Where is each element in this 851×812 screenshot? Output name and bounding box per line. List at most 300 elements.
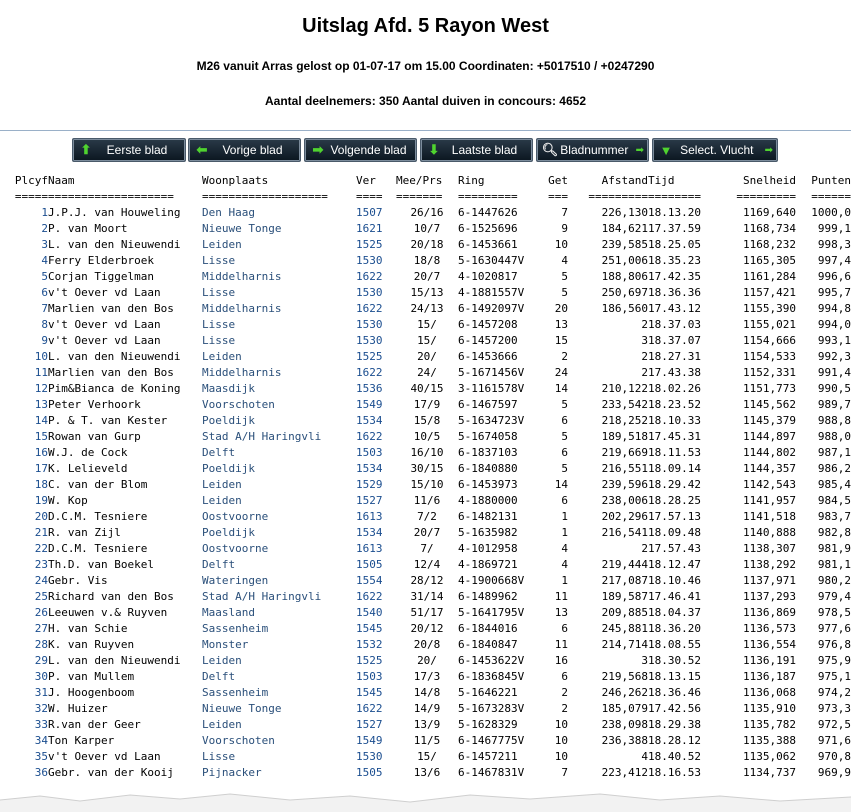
cell-club: 1549	[356, 733, 383, 747]
cell-distance: 216,541	[601, 525, 648, 539]
cell-speed: 1137,293	[743, 589, 796, 603]
cell-entered-prize: 51/17	[410, 605, 444, 619]
cell-entered-prize: 13/9	[413, 717, 441, 731]
cell-ring: 4-1869721	[458, 557, 518, 571]
cell-speed: 1144,897	[743, 429, 796, 443]
cell-speed: 1161,284	[743, 269, 796, 283]
cell-ring: 6-1457208	[458, 317, 518, 331]
table-row	[0, 540, 851, 556]
cell-place: 17	[34, 461, 48, 475]
cell-name: L. van den Nieuwendi	[48, 349, 181, 363]
cell-speed: 1138,292	[743, 557, 796, 571]
cell-marked: 20	[554, 301, 568, 315]
cell-club: 1545	[356, 621, 383, 635]
cell-points: 980,2	[817, 573, 851, 587]
cell-marked: 14	[554, 477, 568, 491]
last-page-label: Laatste blad	[451, 143, 518, 157]
cell-residence: Maasland	[202, 605, 255, 619]
cell-points: 999,1	[817, 221, 851, 235]
cell-speed: 1136,554	[743, 637, 796, 651]
cell-points: 991,4	[817, 365, 851, 379]
cell-residence: Lisse	[202, 333, 236, 347]
cell-place: 18	[34, 477, 48, 491]
cell-speed: 1145,562	[743, 397, 796, 411]
next-page-button[interactable]	[304, 138, 417, 162]
cell-marked: 5	[561, 429, 568, 443]
cell-time: 18.30.52	[648, 653, 701, 667]
cell-club: 1505	[356, 557, 383, 571]
column-underline: =========	[458, 189, 518, 203]
cell-distance: 219,444	[601, 557, 648, 571]
cell-time: 18.28.25	[648, 493, 701, 507]
cell-name: Corjan Tiggelman	[48, 269, 154, 283]
cell-time: 18.28.12	[648, 733, 701, 747]
cell-place: 14	[34, 413, 48, 427]
cell-marked: 11	[554, 589, 568, 603]
cell-distance: 2	[641, 317, 648, 331]
cell-distance: 233,542	[601, 397, 648, 411]
cell-place: 19	[34, 493, 48, 507]
table-row	[0, 332, 851, 348]
cell-marked: 16	[554, 653, 568, 667]
cell-speed: 1145,379	[743, 413, 796, 427]
cell-name: Ton Karper	[48, 733, 115, 747]
cell-club: 1525	[356, 349, 383, 363]
column-underline: ===================	[48, 189, 174, 203]
cell-club: 1530	[356, 285, 383, 299]
table-row	[0, 412, 851, 428]
cell-distance: 246,262	[601, 685, 648, 699]
column-underline: ========	[648, 189, 701, 203]
cell-time: 17.57.13	[648, 509, 701, 523]
cell-marked: 1	[561, 525, 568, 539]
cell-place: 29	[34, 653, 48, 667]
cell-time: 17.42.56	[648, 701, 701, 715]
cell-speed: 1136,187	[743, 669, 796, 683]
participants-info: Aantal deelnemers: 350 Aantal duiven in concours: 4652	[265, 94, 586, 108]
cell-club: 1622	[356, 365, 383, 379]
cell-points: 998,3	[817, 237, 851, 251]
page-number-label: Bladnummer	[560, 143, 629, 157]
select-flight-label: Select. Vlucht	[680, 143, 754, 157]
column-header-ring: Ring	[458, 173, 485, 187]
table-row	[0, 476, 851, 492]
cell-marked: 5	[561, 285, 568, 299]
cell-time: 18.16.53	[648, 765, 701, 779]
table-row	[0, 252, 851, 268]
cell-time: 18.08.55	[648, 637, 701, 651]
table-row	[0, 588, 851, 604]
cell-speed: 1136,191	[743, 653, 796, 667]
cell-residence: Stad A/H Haringvli	[202, 429, 322, 443]
cell-name: Gebr. van der Kooij	[48, 765, 174, 779]
cell-entered-prize: 11/5	[413, 733, 441, 747]
cell-distance: 186,560	[601, 301, 648, 315]
cell-distance: 236,388	[601, 733, 648, 747]
cell-ring: 6-1457211	[458, 749, 518, 763]
cell-time: 18.09.48	[648, 525, 701, 539]
cell-name: Richard van den Bos	[48, 589, 174, 603]
cell-place: 1	[41, 205, 48, 219]
cell-residence: Leiden	[202, 237, 242, 251]
table-row	[0, 684, 851, 700]
race-info: M26 vanuit Arras gelost op 01-07-17 om 15.00 Coordinaten: +5017510 / +0247290	[196, 59, 655, 73]
cell-entered-prize: 20/7	[413, 525, 441, 539]
cell-marked: 4	[561, 557, 568, 571]
cell-ring: 6-1482131	[458, 509, 518, 523]
cell-place: 28	[34, 637, 48, 651]
cell-ring: 6-1489962	[458, 589, 518, 603]
cell-time: 18.25.05	[648, 237, 701, 251]
cell-points: 1000,0	[811, 205, 851, 219]
cell-distance: 2	[641, 365, 648, 379]
cell-speed: 1136,869	[743, 605, 796, 619]
cell-residence: Poeldijk	[202, 461, 255, 475]
cell-ring: 5-1674058	[458, 429, 518, 443]
cell-time: 17.43.12	[648, 301, 701, 315]
cell-name: Marlien van den Bos	[48, 365, 174, 379]
cell-place: 7	[41, 301, 48, 315]
cell-name: Th.D. van Boekel	[48, 557, 154, 571]
cell-points: 992,3	[817, 349, 851, 363]
cell-distance: 217,087	[601, 573, 648, 587]
cell-distance: 219,669	[601, 445, 648, 459]
cell-marked: 5	[561, 461, 568, 475]
cell-distance: 238,006	[601, 493, 648, 507]
cell-ring: 4-1880000	[458, 493, 518, 507]
cell-distance: 251,006	[601, 253, 648, 267]
cell-club: 1507	[356, 205, 383, 219]
cell-speed: 1168,232	[743, 237, 796, 251]
cell-club: 1540	[356, 605, 383, 619]
cell-ring: 6-1447626	[458, 205, 518, 219]
cell-points: 986,2	[817, 461, 851, 475]
cell-entered-prize: 30/15	[410, 461, 444, 475]
cell-name: J.P.J. van Houweling	[48, 205, 181, 219]
last-page-button[interactable]	[420, 138, 533, 162]
cell-club: 1505	[356, 765, 383, 779]
cell-name: C. van der Blom	[48, 477, 148, 491]
select-flight-button[interactable]	[652, 138, 778, 162]
page-number-button[interactable]	[536, 138, 649, 162]
cell-distance: 238,098	[601, 717, 648, 731]
cell-entered-prize: 15/	[417, 317, 437, 331]
cell-speed: 1135,782	[743, 717, 796, 731]
cell-points: 971,6	[817, 733, 851, 747]
cell-points: 978,5	[817, 605, 851, 619]
cell-distance: 239,596	[601, 477, 648, 491]
cell-marked: 6	[561, 669, 568, 683]
column-header-place: Plcyf	[14, 173, 48, 187]
cell-points: 988,0	[817, 429, 851, 443]
cell-speed: 1144,802	[743, 445, 796, 459]
cell-distance: 250,697	[601, 285, 648, 299]
cell-club: 1534	[356, 413, 383, 427]
cell-name: W.J. de Cock	[48, 445, 128, 459]
cell-points: 970,8	[817, 749, 851, 763]
cell-club: 1534	[356, 525, 383, 539]
cell-time: 18.36.36	[648, 285, 701, 299]
cell-club: 1622	[356, 269, 383, 283]
table-row	[0, 732, 851, 748]
cell-club: 1549	[356, 397, 383, 411]
chevron-right-icon: ➡	[635, 144, 644, 156]
cell-entered-prize: 11/6	[413, 493, 441, 507]
cell-distance: 189,587	[601, 589, 648, 603]
cell-ring: 6-1467775V	[458, 733, 525, 747]
cell-ring: 6-1844016	[458, 621, 518, 635]
cell-ring: 6-1453622V	[458, 653, 525, 667]
cell-entered-prize: 20/12	[410, 621, 444, 635]
table-row	[0, 364, 851, 380]
cell-ring: 6-1453661	[458, 237, 518, 251]
cell-residence: Pijnacker	[202, 765, 262, 779]
cell-points: 984,5	[817, 493, 851, 507]
cell-club: 1622	[356, 701, 383, 715]
cell-marked: 6	[561, 445, 568, 459]
cell-club: 1525	[356, 237, 383, 251]
cell-points: 993,1	[817, 333, 851, 347]
cell-points: 974,2	[817, 685, 851, 699]
table-row	[0, 556, 851, 572]
table-row	[0, 284, 851, 300]
cell-time: 18.23.52	[648, 397, 701, 411]
cell-points: 987,1	[817, 445, 851, 459]
cell-name: P. van Mullem	[48, 669, 135, 683]
cell-residence: Oostvoorne	[202, 509, 269, 523]
cell-residence: Sassenheim	[202, 621, 269, 635]
cell-speed: 1135,388	[743, 733, 796, 747]
cell-marked: 7	[561, 765, 568, 779]
cell-residence: Delft	[202, 669, 236, 683]
cell-name: K. Lelieveld	[48, 461, 128, 475]
table-row	[0, 636, 851, 652]
cell-distance: 210,122	[601, 381, 648, 395]
cell-residence: Leiden	[202, 493, 242, 507]
cell-ring: 5-1671456V	[458, 365, 525, 379]
cell-entered-prize: 10/7	[413, 221, 441, 235]
header-row	[0, 172, 851, 188]
cell-place: 21	[34, 525, 48, 539]
cell-ring: 6-1836845V	[458, 669, 525, 683]
cell-place: 36	[34, 765, 48, 779]
cell-name: Marlien van den Bos	[48, 301, 174, 315]
table-row	[0, 716, 851, 732]
cell-residence: Wateringen	[202, 573, 269, 587]
column-underline: =========	[588, 189, 648, 203]
cell-marked: 7	[561, 205, 568, 219]
cell-time: 18.04.37	[648, 605, 701, 619]
cell-time: 18.40.52	[648, 749, 701, 763]
cell-marked: 15	[554, 333, 568, 347]
cell-place: 35	[34, 749, 48, 763]
column-underline: ======	[811, 189, 851, 203]
cell-marked: 10	[554, 237, 568, 251]
table-row	[0, 300, 851, 316]
page-title: Uitslag Afd. 5 Rayon West	[302, 15, 549, 37]
cell-residence: Stad A/H Haringvli	[202, 589, 322, 603]
cell-club: 1613	[356, 541, 383, 555]
cell-place: 4	[41, 253, 48, 267]
cell-marked: 6	[561, 493, 568, 507]
arrow-down-icon: ⬇	[428, 142, 440, 157]
cell-distance: 218,252	[601, 413, 648, 427]
first-page-button[interactable]	[72, 138, 186, 162]
cell-entered-prize: 13/6	[413, 765, 441, 779]
cell-name: J. Hoogenboom	[48, 685, 135, 699]
cell-ring: 4-1020817	[458, 269, 518, 283]
column-underline: =========	[736, 189, 796, 203]
cell-time: 18.12.47	[648, 557, 701, 571]
cell-residence: Monster	[202, 637, 249, 651]
cell-residence: Den Haag	[202, 205, 255, 219]
column-header-speed: Snelheid	[743, 173, 796, 187]
table-row	[0, 460, 851, 476]
cell-name: W. Kop	[48, 493, 88, 507]
cell-points: 994,0	[817, 317, 851, 331]
table-row	[0, 620, 851, 636]
cell-place: 27	[34, 621, 48, 635]
cell-place: 3	[41, 237, 48, 251]
cell-points: 982,8	[817, 525, 851, 539]
column-header-points: Punten	[811, 173, 851, 187]
cell-entered-prize: 26/16	[410, 205, 444, 219]
cell-speed: 1152,331	[743, 365, 796, 379]
cell-club: 1527	[356, 493, 383, 507]
cell-place: 5	[41, 269, 48, 283]
cell-points: 994,8	[817, 301, 851, 315]
cell-marked: 1	[561, 509, 568, 523]
first-page-label: Eerste blad	[106, 143, 168, 157]
cell-place: 9	[41, 333, 48, 347]
cell-club: 1554	[356, 573, 383, 587]
table-row	[0, 668, 851, 684]
cell-time: 18.29.38	[648, 717, 701, 731]
column-underline: ===================	[202, 189, 328, 203]
cell-place: 11	[34, 365, 48, 379]
cell-residence: Delft	[202, 557, 236, 571]
cell-time: 17.37.59	[648, 221, 701, 235]
cell-name: Leeuwen v.& Ruyven	[48, 605, 168, 619]
cell-place: 24	[34, 573, 48, 587]
cell-time: 18.13.20	[648, 205, 701, 219]
cell-place: 15	[34, 429, 48, 443]
table-row	[0, 428, 851, 444]
cell-distance: 202,296	[601, 509, 648, 523]
cell-distance: 239,585	[601, 237, 648, 251]
cell-points: 996,6	[817, 269, 851, 283]
cell-time: 18.10.33	[648, 413, 701, 427]
cell-points: 975,9	[817, 653, 851, 667]
cell-points: 973,3	[817, 701, 851, 715]
cell-points: 979,4	[817, 589, 851, 603]
cell-points: 976,8	[817, 637, 851, 651]
cell-entered-prize: 7/2	[417, 509, 437, 523]
cell-place: 6	[41, 285, 48, 299]
cell-entered-prize: 20/	[417, 349, 437, 363]
cell-time: 17.46.41	[648, 589, 701, 603]
cell-club: 1530	[356, 253, 383, 267]
column-underline: ===	[548, 189, 568, 203]
cell-speed: 1140,888	[743, 525, 796, 539]
table-row	[0, 220, 851, 236]
column-header-entered-prize: Mee/Prs	[396, 173, 443, 187]
cell-distance: 2	[641, 541, 648, 555]
cell-name: v't Oever vd Laan	[48, 317, 161, 331]
cell-speed: 1151,773	[743, 381, 796, 395]
header-underline-row	[0, 188, 851, 204]
cell-residence: Middelharnis	[202, 365, 282, 379]
cell-marked: 10	[554, 749, 568, 763]
cell-ring: 6-1525696	[458, 221, 518, 235]
cell-entered-prize: 7/	[420, 541, 434, 555]
cell-name: Pim&Bianca de Koning	[48, 381, 181, 395]
cell-distance: 3	[641, 333, 648, 347]
table-row	[0, 204, 851, 220]
cell-speed: 1138,307	[743, 541, 796, 555]
cell-residence: Voorschoten	[202, 397, 275, 411]
cell-marked: 13	[554, 605, 568, 619]
cell-name: H. van Schie	[48, 621, 128, 635]
navigation-bar	[0, 138, 851, 164]
cell-speed: 1169,640	[743, 205, 796, 219]
cell-residence: Sassenheim	[202, 685, 269, 699]
cell-entered-prize: 12/4	[413, 557, 441, 571]
cell-club: 1622	[356, 429, 383, 443]
cell-entered-prize: 15/10	[410, 477, 444, 491]
cell-time: 17.45.31	[648, 429, 701, 443]
cell-entered-prize: 17/9	[413, 397, 441, 411]
cell-distance: 245,881	[601, 621, 648, 635]
cell-marked: 6	[561, 413, 568, 427]
cell-time: 18.13.15	[648, 669, 701, 683]
cell-ring: 5-1641795V	[458, 605, 525, 619]
cell-points: 995,7	[817, 285, 851, 299]
cell-marked: 11	[554, 637, 568, 651]
cell-residence: Lisse	[202, 317, 236, 331]
previous-page-label: Vorige blad	[222, 143, 283, 157]
cell-residence: Lisse	[202, 285, 236, 299]
cell-ring: 4-1881557V	[458, 285, 525, 299]
cell-residence: Poeldijk	[202, 413, 255, 427]
cell-place: 10	[34, 349, 48, 363]
cell-place: 16	[34, 445, 48, 459]
table-row	[0, 316, 851, 332]
cell-speed: 1165,305	[743, 253, 796, 267]
cell-ring: 5-1628329	[458, 717, 518, 731]
cell-points: 989,7	[817, 397, 851, 411]
cell-residence: Leiden	[202, 653, 242, 667]
cell-points: 981,9	[817, 541, 851, 555]
cell-ring: 6-1837103	[458, 445, 518, 459]
cell-points: 985,4	[817, 477, 851, 491]
cell-time: 18.29.42	[648, 477, 701, 491]
cell-ring: 6-1840880	[458, 461, 518, 475]
arrow-up-icon: ⬆	[80, 142, 92, 157]
cell-time: 18.37.03	[648, 317, 701, 331]
cell-points: 990,5	[817, 381, 851, 395]
previous-page-button[interactable]	[188, 138, 301, 162]
cell-club: 1534	[356, 461, 383, 475]
cell-distance: 188,806	[601, 269, 648, 283]
table-row	[0, 508, 851, 524]
cell-points: 969,9	[817, 765, 851, 779]
cell-entered-prize: 24/13	[410, 301, 444, 315]
table-row	[0, 268, 851, 284]
cell-marked: 14	[554, 381, 568, 395]
cell-club: 1545	[356, 685, 383, 699]
cell-time: 17.57.43	[648, 541, 701, 555]
